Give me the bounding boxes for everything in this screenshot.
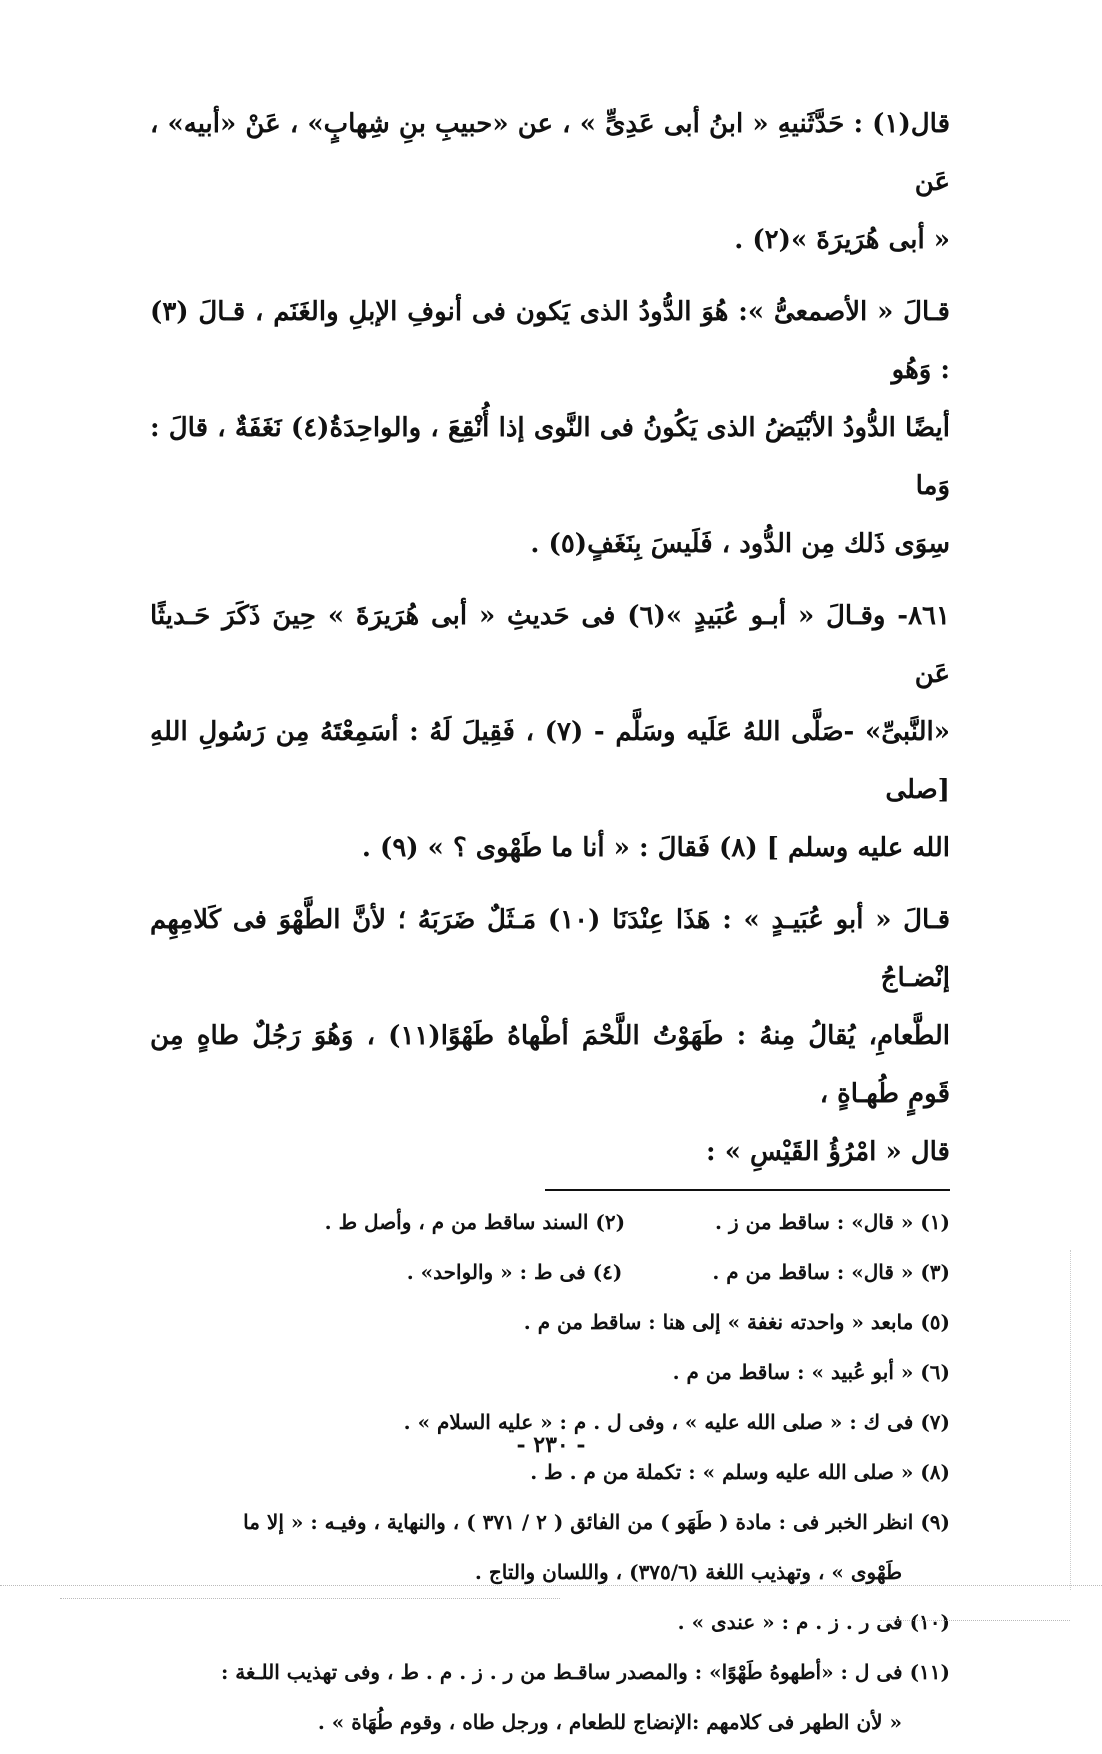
page-number: - ٢٣٠ - bbox=[516, 1432, 586, 1458]
footnotes bbox=[150, 1197, 950, 1747]
text-line: «النَّبىِّ» -صَلَّى اللهُ عَلَيه وسَلَّم - (٧) ، فَقِيلَ لَهُ : أسَمِعْتَهُ مِن رَسُولِ اللهِ [صلى bbox=[150, 717, 950, 805]
text-line: قـالَ « الأصمعىُّ »: هُوَ الدُّودُ الذى يَكون فى أنوفِ الإبلِ والغَنَم ، قـالَ (٣) : وَهُو bbox=[150, 297, 950, 385]
text-line: ٨٦١- وقـالَ « أبـو عُبَيدٍ »(٦) فى حَديثِ « أبى هُرَيرَةَ » حِينَ ذَكَرَ حَـديثًا عَن bbox=[150, 601, 950, 689]
text-line: سِوَى ذَلك مِن الدُّود ، فَلَيسَ بِنَغَفٍ(٥) . bbox=[530, 529, 950, 559]
page-content bbox=[150, 95, 950, 1747]
footnote-7: (٧) فى ك : « صلى الله عليه » ، وفى ل . م : « عليه السلام » . bbox=[403, 1410, 950, 1434]
footnote-6: (٦) « أبو عُبيد » : ساقط من م . bbox=[672, 1360, 950, 1384]
paragraph-4 bbox=[150, 891, 950, 1181]
footnote-11: (١١) فى ل : «أطهوهُ طَهْوًا» : والمصدر ساقـط من ر . ز . م . ط ، وفى تهذيب اللـغة : bbox=[220, 1660, 950, 1684]
scan-artifact-line bbox=[1070, 1250, 1071, 1590]
scan-artifact-line bbox=[0, 1585, 1102, 1586]
footnote-10: (١٠) فى ر . ز . م : « عندى » . bbox=[677, 1610, 950, 1634]
text-line: قال(١) : حَدَّثَنيهِ « ابنُ أبى عَدِىٍّ » ، عن «حبيبِ بنِ شِهابٍ» ، عَنْ «أبيه» ، عَن bbox=[150, 109, 950, 197]
paragraph-2 bbox=[150, 283, 950, 573]
footnote-row bbox=[150, 1197, 950, 1247]
text-line: قـالَ « أبو عُبَيـدٍ » : هَذَا عِنْدَنَا (١٠) مَـثَلٌ ضَرَبَهُ ؛ لأنَّ الطَّهْوَ فى كَلامِهِم إنْضـاجُ bbox=[150, 905, 951, 993]
text-line: أيضًا الدُّودُ الأبْيَضُ الذى يَكُونُ فى النَّوى إذا أُنْقِعَ ، والواحِدَةُ(٤) نَغَفَةٌ ، قالَ : وَما bbox=[150, 413, 950, 501]
scan-artifact-line bbox=[60, 1598, 560, 1599]
footnote-9-continued: طَهْوى » ، وتهذيب اللغة (٣٧٥/٦) ، واللسان والتاج . bbox=[474, 1560, 902, 1584]
footnote-divider bbox=[545, 1189, 950, 1191]
footnote-5: (٥) مابعد « واحدته نغفة » إلى هنا : ساقط من م . bbox=[523, 1310, 950, 1334]
footnote-row bbox=[150, 1247, 950, 1297]
footnote-9: (٩) انظر الخبر فى : مادة ( طَهَو ) من الفائق ( ٢ / ٣٧١ ) ، والنهاية ، وفيـه : « إلا ما bbox=[243, 1510, 950, 1534]
scan-artifact-line bbox=[880, 1620, 1070, 1621]
footnote-3: (٣) « قال» : ساقط من م . bbox=[712, 1260, 950, 1284]
paragraph-1 bbox=[150, 95, 950, 269]
text-line: « أبى هُرَيرَةَ »(٢) . bbox=[734, 225, 950, 255]
text-line: قال « امْرُؤُ القَيْسِ » : bbox=[706, 1137, 950, 1167]
footnote-4: (٤) فى ط : « والواحد» . bbox=[406, 1260, 623, 1284]
paragraph-3 bbox=[150, 587, 950, 877]
footnote-2: (٢) السند ساقط من م ، وأصل ط . bbox=[324, 1210, 626, 1234]
text-line: الطَّعامِ، يُقالُ مِنهُ : طَهَوْتُ اللَّحْمَ أطْهاهُ طَهْوًا(١١) ، وَهُوَ رَجُلٌ طاهٍ مِن قَومٍ طُهـاةٍ ، bbox=[150, 1021, 950, 1109]
footnote-11-continued: « لأن الطهر فى كلامهم :الإنضاج للطعام ، ورجل طاه ، وقوم طُهَاة » . bbox=[317, 1710, 902, 1734]
text-line: الله عليه وسلم ] (٨) فَقالَ : « أنا ما طَهْوى ؟ » (٩) . bbox=[361, 833, 950, 863]
footnote-8: (٨) « صلى الله عليه وسلم » : تكملة من م . ط . bbox=[530, 1460, 950, 1484]
footnote-1: (١) « قال» : ساقط من ز . bbox=[715, 1210, 950, 1234]
